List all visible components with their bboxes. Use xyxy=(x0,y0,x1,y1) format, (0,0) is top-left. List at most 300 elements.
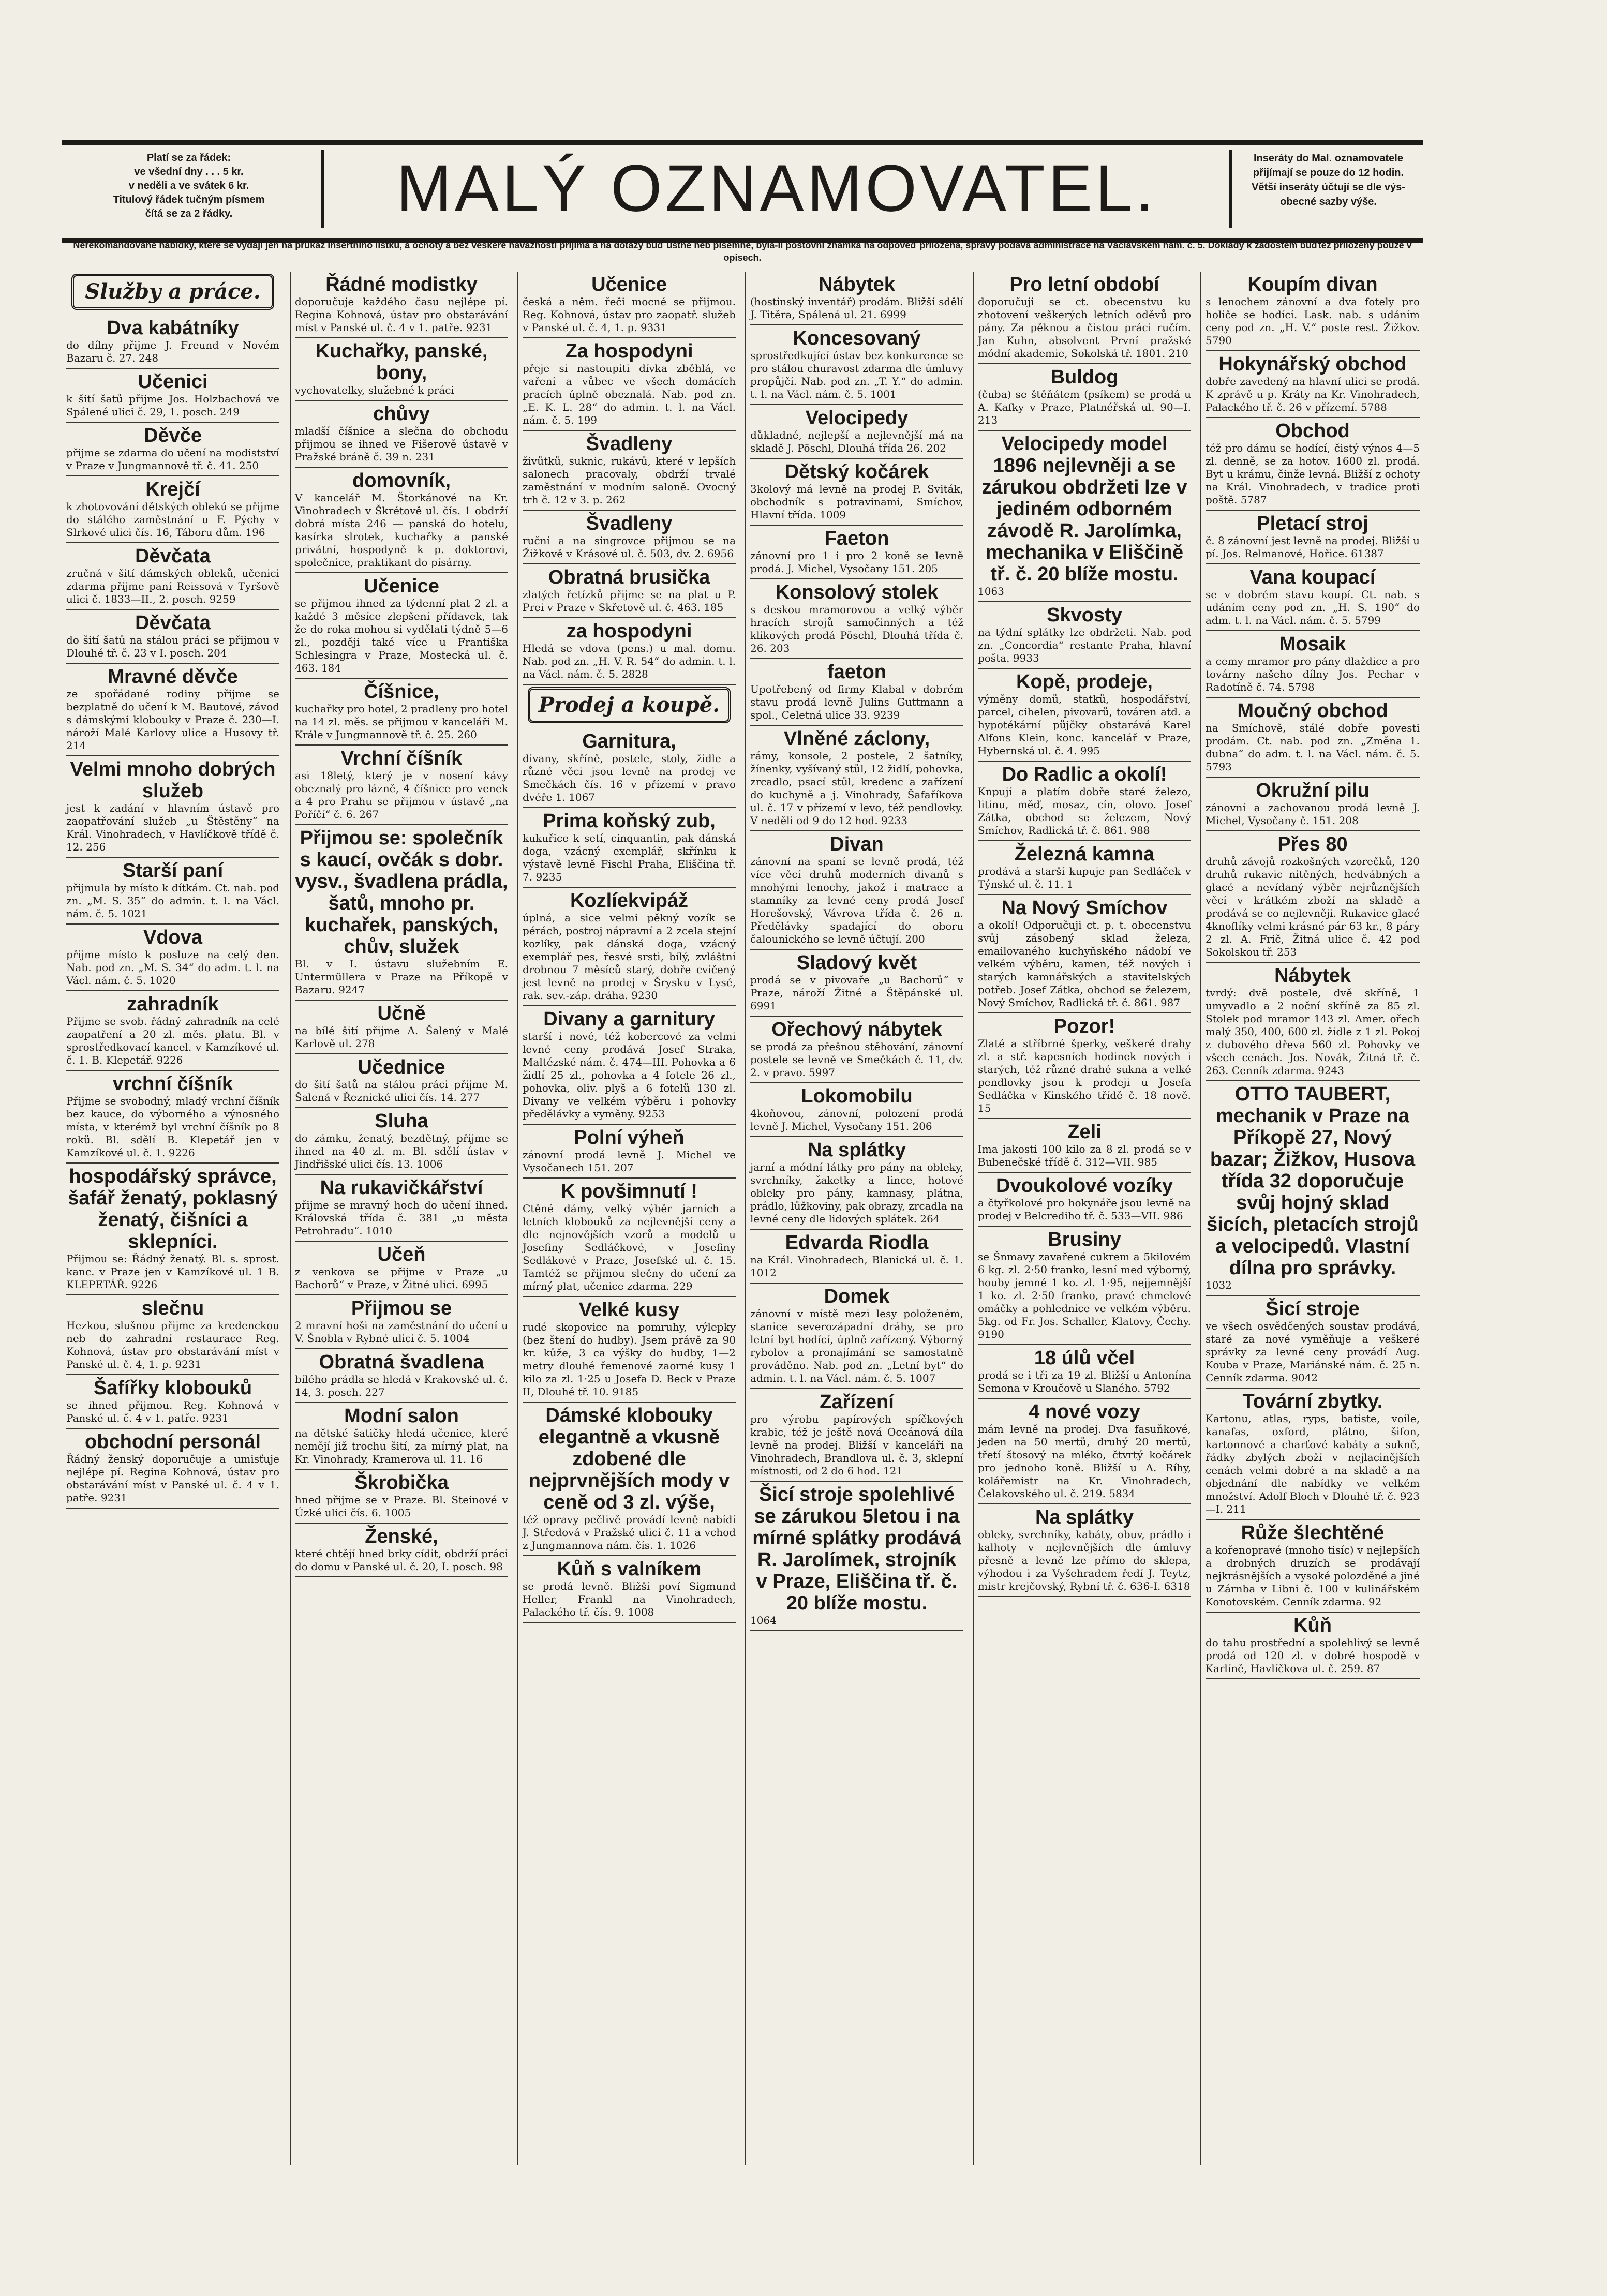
ad-columns xyxy=(62,272,1423,2165)
ad-title: Nábytek xyxy=(1274,965,1351,987)
classified-ad xyxy=(66,1429,279,1509)
ad-title: Obratná brusička xyxy=(548,566,710,588)
ad-body: se Šnmavy zavařené cukrem a 5kilovém 6 kg. zl. 2·50 franko, lesní med výborný, houby jemné 1 ko. zl. 1·95, nejjemnější 1 ko. zl. 2·50 franko, pravé chmelové omáčky a pohlednice ve velkém výběru. 5kg. od Fr. Jos. Schaller, Klatovy, Čechy. 9190 xyxy=(978,1250,1191,1340)
ad-body: a okolí! Odporučuji ct. p. t. obecenstvu svůj zásobený sklad železa, emailovaného kuchyňského nádobí ve velkém výběru, kamen, též nových i starých kamnářských a stavitelských potřeb. Josef Zátka, obchod se železem, Nový Smíchov, Radlická tř. č. 861. 987 xyxy=(978,919,1191,1009)
ad-body: zánovní na spaní se levně prodá, též více věcí druhů moderních divanů s mnohými lenochy, jakož i matrace a stamníky za levné ceny prodá Josef Horešovský, Vávrova třída č. 26 n. Předělávky spadající do oboru čalounického se levně účtují. 200 xyxy=(750,855,963,945)
classified-ad xyxy=(523,511,736,564)
ad-title: za hospodyni xyxy=(566,620,692,642)
ad-title: vrchní číšník xyxy=(112,1073,233,1095)
column-1 xyxy=(62,272,284,2165)
ad-list xyxy=(750,272,963,1631)
ad-body: tvrdý: dvě postele, dvě skříně, 1 umyvadlo a 2 noční skříně za 85 zl. Stolek pod mramor 143 zl. Amer. ořech malý 350, 400, 600 zl. židle z 1 zl. Pokoj z dubového dřeva 560 zl. Pohovky ve všech cenách. Jos. Novák, Žitná tř. č. 263. Cenník zdarma. 9243 xyxy=(1206,987,1420,1077)
classified-ad xyxy=(523,1125,736,1179)
classified-ad xyxy=(750,1389,963,1482)
classified-ad xyxy=(295,1524,508,1577)
classified-ad xyxy=(523,431,736,511)
ad-body: obleky, svrchníky, kabáty, obuv, prádlo i kalhoty v nejlevnějších dle úmluvy přesně a levně lze přímo do sklepa, výhodou i za Vyšehradem ředí J. Teytz, mistr krejčovský, Rybní tř. č. 636-I. 6318 xyxy=(978,1528,1191,1592)
ad-title: Dámské klobouky elegantně a vkusně zdobené dle nejprvnějších mody v ceně od 3 zl. výše, xyxy=(528,1405,730,1513)
ad-title: Velocipedy xyxy=(805,407,909,429)
ad-title: Učenice xyxy=(364,575,439,597)
classified-ad xyxy=(66,1164,279,1295)
classified-ad xyxy=(1206,778,1420,831)
ad-body: do zámku, ženatý, bezdětný, přijme se ihned na 40 zl. m. Bl. sdělí ústav v Jindřišské ulici čís. 13. 1006 xyxy=(295,1132,508,1170)
classified-ad xyxy=(978,1013,1191,1119)
ad-title: Vdova xyxy=(143,927,203,948)
ad-title: Učenice xyxy=(591,274,667,295)
ad-body: ruční a na singrovce přijmou se na Žižkově v Krásové ul. č. 503, dv. 2. 6956 xyxy=(523,534,736,560)
classified-ad xyxy=(750,1017,963,1083)
ad-body: na Král. Vinohradech, Blanická ul. č. 1. 1012 xyxy=(750,1254,963,1279)
ad-body: Knpují a platím dobře staré železo, litinu, měď, mosaz, cín, olovo. Josef Zátka, obchod se železem, Nový Smíchov, Radlická tř. č. 861. 988 xyxy=(978,785,1191,837)
ad-body: přijme se zdarma do učení na modistství v Praze v Jungmannově tř. č. 41. 250 xyxy=(66,446,279,472)
classified-ad xyxy=(295,679,508,746)
ad-title: Škrobička xyxy=(354,1472,449,1494)
ad-title: Číšnice, xyxy=(364,681,439,703)
ad-body: Kartonu, atlas, ryps, batiste, voile, kanafas, oxford, plátno, šifon, kartonnové a charťové kabáty a sukně, řádky zbylých zboží v nejlacinějších cenách velmi dobré a na skladě a na objednání dle nabídky ve velkém množství. Adolf Bloch v Dlouhé tř. č. 923—I. 211 xyxy=(1206,1412,1420,1515)
classified-ad xyxy=(66,369,279,423)
classified-ad xyxy=(1206,272,1420,351)
ad-title: Vlněné záclony, xyxy=(783,728,930,750)
ad-title: Krejčí xyxy=(145,479,200,500)
ad-body: divany, skříně, postele, stoly, židle a různé věci jsou levně na prodej ve Smečkách čís. 16 v přízemí v pravo dvéře 1. 1067 xyxy=(523,752,736,803)
classified-ad xyxy=(978,1345,1191,1399)
ad-title: Edvarda Riodla xyxy=(785,1232,929,1254)
ad-body: Ctěné dámy, velký výběr jarních a letních klobouků za nejlevnější ceny a dle nejnovějších vzorů a modelů u Josefiny Sedláčkové, v Josefiny Sedlákové v Praze, Josefské ul. č. 15. Tamtéž se přijmou slečny do učení za mírný plat, učenice zdarma. 229 xyxy=(523,1202,736,1292)
classified-ad xyxy=(1206,1081,1420,1296)
classified-ad xyxy=(750,1482,963,1631)
ad-body: s lenochem zánovní a dva fotely pro holiče se hodící. Lask. nab. s udáním ceny pod zn. „H. V.“ poste rest. Žižkov. 5790 xyxy=(1206,295,1420,347)
ad-body: na dětské šatičky hledá učenice, které nemějí již trochu šití, za mírný plat, na Kr. Vinohrady, Kramerova ul. 11. 16 xyxy=(295,1427,508,1465)
header-rates xyxy=(67,151,310,229)
classified-ad xyxy=(1206,351,1420,418)
rate-line: Platí se za řádek: xyxy=(146,152,231,163)
ad-title: Ženské, xyxy=(365,1526,438,1547)
column-5 xyxy=(973,272,1195,2165)
ad-title: Garnitura, xyxy=(582,730,676,752)
ad-body: Hezkou, slušnou přijme za kredenckou neb do zahradní restaurace Reg. Kohnová, ústav pro obstarávání míst v Panské ul. č. 4, 1. p. 9231 xyxy=(66,1319,279,1370)
rate-line: Titulový řádek tučným písmem xyxy=(113,194,265,205)
ad-body: doporučuje každého času nejlépe pí. Regina Kohnová, ústav pro obstarávání míst v Panské ul. č. 4 v 1. patře. 9231 xyxy=(295,295,508,334)
ad-title: Učednice xyxy=(358,1056,445,1078)
classified-ad xyxy=(66,991,279,1071)
ad-title: Koupím divan xyxy=(1247,274,1378,295)
column-6 xyxy=(1200,272,1424,2165)
ad-title: Koncesovaný xyxy=(793,327,921,349)
classified-ad xyxy=(295,1295,508,1349)
classified-ad xyxy=(295,1108,508,1175)
ad-body: 3kolový má levně na prodej P. Sviták, obchodník s potravinami, Smíchov, Hlavní třída. 1009 xyxy=(750,483,963,521)
ad-title: Kuchařky, panské, bony, xyxy=(315,340,488,384)
ad-body: Přijme se svobodný, mladý vrchní číšník bez kauce, do výborného a výnosného místa, v kterémž byl vrchní číšník po 8 roků. Bl. sdělí B. Klepetář jen v Kamzíkové ul. č. 1. 9226 xyxy=(66,1095,279,1159)
ad-title: Na rukavičkářství xyxy=(320,1177,483,1199)
ad-list xyxy=(523,272,736,1623)
ad-title: Dva kabátníky xyxy=(107,317,239,339)
classified-ad xyxy=(295,825,508,1001)
classified-ad xyxy=(978,1119,1191,1173)
classified-ad xyxy=(978,431,1191,602)
classified-ad xyxy=(523,618,736,685)
ad-body: (čuba) se štěňátem (psíkem) se prodá u A. Kafky v Praze, Platnéřská ul. 90—I. 213 xyxy=(978,388,1191,426)
ad-body: které chtějí hned brky cídit, obdrží práci do domu v Panské ul. č. 20, I. posch. 98 xyxy=(295,1547,508,1573)
ad-title: Domek xyxy=(824,1286,890,1307)
ad-body: do šití šatů na stálou práci přijme M. Šalená v Řeznické ulici čís. 14. 277 xyxy=(295,1078,508,1104)
ad-body: dobře zavedený na hlavní ulici se prodá. K zprávě u p. Kráty na Kr. Vinohradech, Palackého tř. č. 26 v přízemí. 5788 xyxy=(1206,375,1420,413)
ad-body: kukuřice k setí, cinquantin, pak dánská doga, vzácný exemplář, skřínku k výstavě levně Fischl Praha, Eliščina tř. 7. 9235 xyxy=(523,832,736,883)
ad-body: 2 mravní hoši na zaměstnání do učení u V. Šnobla v Rybné ulici č. 5. 1004 xyxy=(295,1319,508,1345)
classified-ad xyxy=(750,1083,963,1137)
ad-title: zahradník xyxy=(127,993,219,1015)
ad-body: rudé skopovice na pomruhy, výlepky (bez štení do hudby). Jsem právě za 90 kr. kůže, 3 ca výšky do hudby, 1—2 metry dlouhé řemenové zaorné kusy 1 kilo za zl. 1·25 u Josefa D. Beck v Praze II, Dlouhé tř. 10. 9185 xyxy=(523,1321,736,1398)
ad-title: Do Radlic a okolí! xyxy=(1002,764,1167,785)
ad-body: se přijmou ihned za týdenní plat 2 zl. a každé 3 měsíce zlepšení přídavek, tak že do roka mohou si vydělati týdně 5—6 zl., později také více u Františka Schlesingra v Praze, Mostecká ul. č. 463. 184 xyxy=(295,597,508,674)
ad-body: Přijme se svob. řádný zahradník na celé zaopatření a 20 zl. měs. platu. Bl. v sprostředkovací kancel. v Kamzíkové ul. č. 1. B. Klepetář. 9226 xyxy=(66,1015,279,1066)
ad-title: Velocipedy model 1896 nejlevněji a se zárukou obdržeti lze v jediném odborném závodě R. Jarolímka, mechanika v Eliščině tř. č. 20 blíže mostu. xyxy=(981,433,1187,585)
instruction-line: Inseráty do Mal. oznamovatele xyxy=(1254,153,1403,164)
ad-title: Konsolový stolek xyxy=(775,582,939,603)
ad-body: výměny domů, statků, hospodářství, parcel, cihelen, pivovarů, továren atd. a hypotékární půjčky obstarává Karel Alfons Klein, konc. kancelář v Praze, Hybernská ul. č. 4. 995 xyxy=(978,693,1191,757)
ad-body: zručná v šití dámských obleků, učenici zdarma přijme paní Reissová v Tyršově ulici č. 1833—II., 2. posch. 9259 xyxy=(66,567,279,605)
ad-title: Lokomobilu xyxy=(801,1085,913,1107)
ad-body: přeje si nastoupiti dívka zběhlá, ve vaření a vůbec ve všech domácích pracích úplně obeznalá. Nab. pod zn. „E. K. L. 28“ do admin. t. l. na Václ. nám. č. 5. 199 xyxy=(523,362,736,426)
classified-ad xyxy=(978,841,1191,895)
ad-body: přijme se mravný hoch do učení ihned. Královská třída č. 381 „u města Petrohradu“. 1010 xyxy=(295,1199,508,1237)
classified-ad xyxy=(66,1375,279,1429)
classified-ad xyxy=(66,315,279,369)
ad-body: jest k zadání v hlavním ústavě pro zaopatřování služeb „u Štěstěny“ na Král. Vinohradech, v Havlíčkově třídě č. 12. 256 xyxy=(66,802,279,853)
ad-title: Divan xyxy=(830,833,884,855)
ad-body: vychovatelky, služebné k práci xyxy=(295,384,454,396)
ad-body: do šití šatů na stálou práci se přijmou v Dlouhé tř. č. 23 v I. posch. 204 xyxy=(66,634,279,659)
ad-body: se v dobrém stavu koupí. Ct. nab. s udáním ceny pod zn. „H. S. 190“ do adm. t. l. na Václ. nám. č. 5. 5799 xyxy=(1206,588,1420,627)
classified-ad xyxy=(1206,1389,1420,1520)
classified-ad xyxy=(750,459,963,526)
ad-body: a čtyřkolové pro hokynáře jsou levně na prodej v Belcrediho tř. č. 533—VII. 986 xyxy=(978,1197,1191,1222)
ad-body: se prodá levně. Bližší poví Sigmund Heller, Frankl na Vinohradech, Palackého tř. čís. 9. 1008 xyxy=(523,1580,736,1618)
section-heading-services: Služby a práce. xyxy=(71,274,274,310)
ad-title: Děvčata xyxy=(135,612,211,634)
classified-ad xyxy=(523,1403,736,1556)
ad-body: 4koňovou, zánovní, polození prodá levně J. Michel, Vysočany 151. 206 xyxy=(750,1107,963,1132)
ad-body: sprostředkující ústav bez konkurence se pro stálou churavost zdarma dle úmluvy propůjčí. Nab. pod zn. „T. Y.“ do admin. t. l. na Václ. nám. č. 5. 1001 xyxy=(750,349,963,400)
ad-title: Přes 80 xyxy=(1277,833,1348,855)
classified-ad xyxy=(1206,1520,1420,1613)
ad-body: a cemy mramor pro pány dlaždice a pro továrny našeho dílny Jos. Pechar v Radotíně č. 74. 5798 xyxy=(1206,655,1420,693)
instruction-line: obecné sazby výše. xyxy=(1280,196,1377,207)
classified-ad xyxy=(66,423,279,476)
ad-body: se ihned přijmou. Reg. Kohnová v Panské ul. č. 4 v 1. patře. 9231 xyxy=(66,1399,279,1424)
ad-body: zánovní prodá levně J. Michel ve Vysočanech 151. 207 xyxy=(523,1149,736,1174)
ad-title: Děvčata xyxy=(135,545,211,567)
classified-ad xyxy=(978,1173,1191,1227)
classified-ad xyxy=(978,762,1191,841)
classified-ad xyxy=(523,1006,736,1125)
classified-ad xyxy=(978,1227,1191,1345)
section-heading-sales: Prodej a koupě. xyxy=(528,687,731,723)
ad-body: pro výrobu papírových spíčkových krabic, též je ještě nová Oceánová díla levně na prodej. Bližší v kanceláři na Vinohradech, Brandlova ul. č. 3, sklepní místnosti, od 2 do 6 hod. 121 xyxy=(750,1413,963,1477)
rate-line: čítá se za 2 řádky. xyxy=(145,208,233,219)
ad-body: 1063 xyxy=(978,585,1004,598)
classified-ad xyxy=(66,543,279,610)
ad-body: rámy, konsole, 2 postele, 2 šatníky, žínenky, vyšívaný stůl, 12 židlí, pohovka, zrcadlo, psací stůl, kredenc a zařízení do kuchyně a j. Vinohrady, Šafaříkova ul. č. 17 v přízemí v levo, též pendlovky. V neděli od 9 do 12 hod. 9233 xyxy=(750,750,963,827)
ad-title: Přijmou se xyxy=(351,1298,452,1319)
ad-title: 4 nové vozy xyxy=(1029,1401,1140,1423)
ad-body: Přijmou se: Řádný ženatý. Bl. s. sprost. kanc. v Praze jen v Kamzíkové ul. 1 B. KLEPETÁŘ. 9226 xyxy=(66,1253,279,1291)
newspaper-page xyxy=(62,140,1423,2209)
ad-title: Obchod xyxy=(1275,420,1350,442)
ad-title: Šafířky klobouků xyxy=(93,1377,252,1399)
classified-ad xyxy=(295,272,508,338)
ad-body: k šití šatů přijme Jos. Holzbachová ve Spálené ulici č. 29, 1. posch. 249 xyxy=(66,393,279,418)
column-4 xyxy=(745,272,968,2165)
classified-ad xyxy=(523,272,736,338)
ad-body: zánovní v místě mezi lesy položeném, stanice severozápadní dráhy, se pro letní byt hodící, úplně zařízený. Výborný rybolov a pronajímání se samostatně prováděno. Nab. pod zn. „Letní byt“ do admin. t. l. na Václ. nám. č. 5. 1007 xyxy=(750,1307,963,1384)
classified-ad xyxy=(295,1175,508,1242)
ad-body: Ima jakosti 100 kilo za 8 zl. prodá se v Bubenečské třídě č. 312—VII. 985 xyxy=(978,1143,1191,1168)
classified-ad xyxy=(295,1349,508,1403)
ad-title: OTTO TAUBERT, mechanik v Praze na Příkopě 27, Nový bazar; Žižkov, Husova třída 32 doporučuje svůj hojný sklad šicích, pletacích strojů a velocipedů. Vlastní dílna pro správky. xyxy=(1207,1083,1419,1279)
classified-ad xyxy=(523,338,736,431)
ad-title: Kozlíekvipáž xyxy=(570,890,689,912)
ad-body: zlatých řetízků přijme se na plat u P. Prei v Praze v Skřetově ul. č. 463. 185 xyxy=(523,588,736,614)
classified-ad xyxy=(750,831,963,950)
classified-ad xyxy=(978,895,1191,1013)
column-3 xyxy=(517,272,740,2165)
ad-title: Obratná švadlena xyxy=(319,1351,484,1373)
ad-body: důkladné, nejlepší a nejlevnější má na skladě J. Pöschl, Dlouhá třída 26. 202 xyxy=(750,429,963,454)
ad-body: do dílny přijme J. Freund v Novém Bazaru č. 27. 248 xyxy=(66,339,279,364)
ad-title: Pletací stroj xyxy=(1257,513,1368,534)
ad-body: prodá se v pivovaře „u Bachorů“ v Praze, nároží Žitné a Štěpánské ul. 6991 xyxy=(750,974,963,1012)
ad-body: též opravy pečlivě provádí levně nabídí J. Středová v Pražské ulici č. 11 a vchod z Jungmannova nám. čís. 1. 1026 xyxy=(523,1513,736,1552)
ad-title: Šicí stroje spolehlivé se zárukou 5letou i na mírné splátky prodává R. Jarolímek, strojník v Praze, Eliščina tř. č. 20 blíže mostu. xyxy=(752,1484,961,1614)
ad-title: Zeli xyxy=(1067,1121,1102,1143)
ad-title: Sladový květ xyxy=(796,952,917,974)
classified-ad xyxy=(66,925,279,991)
instruction-line: přijímají se pouze do 12 hodin. xyxy=(1253,167,1404,178)
ad-title: Přijmou se: společník s kaucí, ovčák s dobr. vysv., švadlena prádla, šatů, mnoho pr. kuchařek, panských, chův, služek xyxy=(295,827,508,958)
ad-body: zánovní pro 1 i pro 2 koně se levně prodá. J. Michel, Vysočany 151. 205 xyxy=(750,549,963,575)
classified-ad xyxy=(750,526,963,579)
classified-ad xyxy=(1206,1613,1420,1679)
classified-ad xyxy=(295,1001,508,1054)
ad-body: do tahu prostřední a spolehlivý se levně prodá od 120 zl. v dobré hospodě v Karlíně, Havlíčkova ul. č. 259. 87 xyxy=(1206,1636,1420,1675)
classified-ad xyxy=(750,272,963,325)
ad-body: Bl. v I. ústavu služebním E. Untermüllera v Praze na Příkopě v Bazaru. 9247 xyxy=(295,958,508,996)
classified-ad xyxy=(66,1071,279,1164)
ad-body: Hledá se vdova (pens.) u mal. domu. Nab. pod zn. „H. V. R. 54“ do admin. t. l. na Václ. nám. č. 5. 2828 xyxy=(523,642,736,680)
classified-ad xyxy=(523,808,736,888)
classified-ad xyxy=(1206,698,1420,778)
column-2 xyxy=(290,272,512,2165)
ad-title: Sluha xyxy=(375,1110,428,1132)
ad-title: Železná kamna xyxy=(1014,843,1155,865)
ad-title: Nábytek xyxy=(819,274,895,295)
ad-title: Pro letní období xyxy=(1009,274,1159,295)
ad-title: Kůň s valníkem xyxy=(557,1558,702,1580)
ad-body: mám levně na prodej. Dva fasuňkové, jeden na 50 mertů, druhý 20 mertů, třetí štosový na mléko, čtvrtý kočárek pro jednoho koně. Bližší u A. Ríhy, kolářemistr na Kr. Vinohradech, Čelakovského ul. č. 219. 5834 xyxy=(978,1423,1191,1500)
ad-body: kuchařky pro hotel, 2 pradleny pro hotel na 14 zl. měs. se přijmou v kanceláři M. Krále v Jungmannově tř. č. 25. 260 xyxy=(295,703,508,741)
classified-ad xyxy=(295,573,508,679)
classified-ad xyxy=(750,325,963,405)
classified-ad xyxy=(66,476,279,543)
ad-body: přijmula by místo k dítkám. Ct. nab. pod zn. „M. S. 35“ do admin. t. l. na Václ. nám. č. 5. 1021 xyxy=(66,882,279,920)
ad-title: Na Nový Smíchov xyxy=(1001,897,1168,919)
classified-ad xyxy=(1206,564,1420,631)
ad-body: druhů závojů rozkošných vzorečků, 120 druhů rukavic nitěných, hedvábných a glacé a nevídaný výběr nejrůznějších věcí v krátkém zboží na skladě a prodává se co nejlevněji. Rukavice glacé 4knoflíky velmi krásné pár 63 kr., 8 páry 2 zl. A. Frič, Žitná ulice č. 42 pod Sokolskou tř. 253 xyxy=(1206,855,1420,958)
ad-title: Děvče xyxy=(144,425,202,446)
classified-ad xyxy=(750,950,963,1017)
ad-title: chůvy xyxy=(373,403,430,425)
ad-list xyxy=(978,272,1191,1597)
classified-ad xyxy=(978,1504,1191,1597)
classified-ad xyxy=(523,1556,736,1623)
classified-ad xyxy=(295,1470,508,1524)
ad-title: Za hospodyni xyxy=(565,340,693,362)
ad-body: mladší číšnice a slečna do obchodu přijmou se ihned ve Fišerově ústavě v Pražské bráně č. 39 n. 231 xyxy=(295,425,508,463)
classified-ad xyxy=(523,728,736,808)
classified-ad xyxy=(523,1179,736,1297)
rate-line: ve všední dny . . . 5 kr. xyxy=(134,166,244,177)
ad-title: Skvosty xyxy=(1047,604,1122,626)
ad-body: prodá se i tři za 19 zl. Bližší u Antonína Semona v Kroučově u Slaného. 5792 xyxy=(978,1369,1191,1394)
ad-title: Divany a garnitury xyxy=(543,1008,715,1030)
ad-title: Vana koupací xyxy=(1249,566,1376,588)
ad-title: Starší paní xyxy=(122,860,224,882)
ad-title: Dvoukolové vozíky xyxy=(995,1175,1173,1197)
classified-ad xyxy=(523,888,736,1006)
ad-body: starší i nové, též kobercové za velmi levné ceny prodává Josef Straka, Maltézské nám. č. 474—III. Pohovka a 6 židlí 25 zl., pohovka a 4 fotele 26 zl., pohovka, oliv. plyš a 6 fotelů 130 zl. Divany ve velkém výběru i pohovky předělávky a vyměny. 9253 xyxy=(523,1030,736,1120)
ad-body: asi 18letý, který je v nosení kávy obeznalý pro lázně, 4 číšnice pro venek a 4 pro Prahu se přijmou v ústavě „na Poříčí“ č. 6. 267 xyxy=(295,769,508,821)
ad-body: úplná, a sice velmi pěkný vozík se pérách, postroj nápravní a 2 zcela stejní kozlíky, pak dánská doga, vzácný exemplář pes, řesvé srsti, bílý, zvláštní drobnou 7 měsíců starý, dobře cvičený jest levně na prodej v Šrysku v Lysé, rak. sev.-záp. dráha. 9230 xyxy=(523,912,736,1002)
ad-body: Zlaté a stříbrné šperky, veškeré drahy zl. a stř. kapesních hodinek nových i starých, též různé drahé sukna a velké pendlovky jsou k prodeji u Josefa Sedláčka v Kinského třídě č. 18 nově. 15 xyxy=(978,1037,1191,1114)
classified-ad xyxy=(295,401,508,468)
ad-body: a kořenopravé (mnoho tisíc) v nejlepších a drobných druzích se prodávají nejkrásnějších a vysoké polozděné a jiné u Zárnba v Libni č. 100 v kulinářském Konotovském. Cenník zdarma. 92 xyxy=(1206,1544,1420,1608)
ad-body: bílého prádla se hledá v Krakovské ul. č. 14, 3. posch. 227 xyxy=(295,1373,508,1398)
classified-ad xyxy=(295,746,508,825)
classified-ad xyxy=(750,1137,963,1230)
ad-body: česká a něm. řeči mocné se přijmou. Reg. Kohnová, ústav pro zaopatř. služeb v Panské ul. č. 4, 1. p. 9331 xyxy=(523,295,736,334)
header-note: Nerekomandované nabídky, které se vydají jen na průkaz insertního lístku, a ochoty a bez veškeré návaznosti přijímá a na dotazy buď ústně neb písemně, byla-li poštovní známka na odpověď přiložena, správy podává administrace na Václavském nám. č. 5. Doklady k žádostem buďtež přiloženy pouze v opisech. xyxy=(73,240,1412,263)
classifieds-header xyxy=(62,140,1423,243)
ad-title: Šicí stroje xyxy=(1266,1298,1360,1320)
classified-ad xyxy=(523,1297,736,1403)
ad-title: Brusiny xyxy=(1048,1229,1121,1250)
instruction-line: Větší inseráty účtují se dle výs- xyxy=(1252,182,1405,193)
ad-title: obchodní personál xyxy=(85,1431,261,1453)
classified-ad xyxy=(1206,963,1420,1081)
ad-title: Řádné modistky xyxy=(325,274,478,295)
ad-list xyxy=(66,315,279,1509)
ad-title: Ořechový nábytek xyxy=(771,1019,942,1040)
ad-body: ve všech osvědčených soustav prodává, staré za nové vyměňuje a veškeré správky za levné ceny provádí Aug. Kouba v Praze, Mariánské nám. č. 25 n. Cenník zdarma. 9042 xyxy=(1206,1320,1420,1384)
ad-title: Velmi mnoho dobrých služeb xyxy=(70,758,276,802)
ad-title: K povšimnutí ! xyxy=(561,1181,697,1202)
ad-title: Prima koňský zub, xyxy=(543,810,716,832)
ad-body: doporučuji se ct. obecenstvu ku zhotovení veškerých letních oděvů pro pány. Za pěknou a čistou práci ručím. Jan Kuhn, absolvent První pražské módní akademie, Sokolská tř. 1801. 210 xyxy=(978,295,1191,360)
ad-title: Kůň xyxy=(1293,1615,1332,1636)
ad-title: Učně xyxy=(377,1003,426,1024)
rate-line: v neděli a ve svátek 6 kr. xyxy=(128,180,249,191)
ad-title: Kopě, prodeje, xyxy=(1016,671,1153,693)
ad-body: s deskou mramorovou a velký výběr hracích strojů samočinných a též klikových prodá Pöschl, Dlouhá třída č. 26. 203 xyxy=(750,603,963,654)
classified-ad xyxy=(295,1403,508,1470)
ad-body: na Smíchově, stálé dobře povesti prodám. Ct. nab. pod zn. „Změna 1. dubna“ do adm. t. l. na Václ. nám. č. 5. 5793 xyxy=(1206,722,1420,773)
ad-body: též pro dámu se hodící, čistý výnos 4—5 zl. denně, se za hotov. 1600 zl. prodá. Byt u krámu, činže levná. Bližší z ochoty na Král. Vinohradech, v tradice proti poště. 5787 xyxy=(1206,442,1420,506)
classified-ad xyxy=(750,726,963,831)
ad-body: č. 8 zánovní jest levně na prodej. Bližší u pí. Jos. Relmanové, Hořice. 61387 xyxy=(1206,534,1420,560)
ad-body: přijme místo k posluze na celý den. Nab. pod zn. „M. S. 34“ do adm. t. l. na Václ. nám. č. 5. 1020 xyxy=(66,948,279,987)
ad-body: prodává a starší kupuje pan Sedláček v Týnské ul. č. 11. 1 xyxy=(978,865,1191,890)
ad-body: k zhotovování dětských oblekú se přijme do stálého zaměstnání u F. Pýchy v Slrkové ulici čís. 16, Táboru dům. 196 xyxy=(66,500,279,539)
classified-ad xyxy=(66,610,279,664)
ad-title: Buldog xyxy=(1050,366,1119,388)
ad-title: Okružní pilu xyxy=(1256,780,1370,801)
ad-body: jarní a módní látky pro pány na obleky, svrchníky, žaketky a lince, hotové obleky pro pány, kamnasy, plátna, prádlo, lůžkoviny, pak obrazy, zrcadla na levné ceny dle lidových splátek. 264 xyxy=(750,1161,963,1225)
classified-ad xyxy=(295,1054,508,1108)
page-title: MALÝ OZNAMOVATEL. xyxy=(321,150,1232,228)
ad-title: hospodářský správce, šafář ženatý, poklasný ženatý, čišníci a sklepníci. xyxy=(68,1166,278,1253)
classified-ad xyxy=(978,669,1191,762)
ad-title: Mravné děvče xyxy=(108,666,238,688)
classified-ad xyxy=(295,338,508,401)
classified-ad xyxy=(523,564,736,618)
classified-ad xyxy=(295,1242,508,1295)
classified-ad xyxy=(1206,631,1420,698)
ad-title: Faeton xyxy=(824,528,889,549)
ad-title: Modní salon xyxy=(344,1405,459,1427)
ad-body: z venkova se přijme v Praze „u Bachorů“ v Praze, v Žitné ulici. 6995 xyxy=(295,1265,508,1291)
ad-body: Upotřebený od firmy Klabal v dobrém stavu prodá levně Julins Guttmann a spol., Celetná ulice 33. 9239 xyxy=(750,683,963,721)
ad-body: na bílé šití přijme A. Šalený v Malé Karlově ul. 278 xyxy=(295,1024,508,1050)
ad-title: Zařízení xyxy=(820,1391,894,1413)
classified-ad xyxy=(978,364,1191,431)
classified-ad xyxy=(750,1284,963,1389)
classified-ad xyxy=(1206,418,1420,511)
ad-title: 18 úlů včel xyxy=(1034,1347,1135,1369)
ad-title: Moučný obchod xyxy=(1237,700,1388,722)
ad-title: Mosaik xyxy=(1279,633,1346,655)
ad-title: Učeň xyxy=(377,1244,426,1265)
classified-ad xyxy=(295,468,508,573)
ad-title: Na splátky xyxy=(1035,1507,1134,1528)
ad-title: Velké kusy xyxy=(578,1299,680,1321)
classified-ad xyxy=(1206,831,1420,963)
ad-body: na týdní splátky lze obdržeti. Nab. pod zn. „Concordia“ restante Praha, hlavní pošta. 9933 xyxy=(978,626,1191,664)
classified-ad xyxy=(978,272,1191,364)
ad-body: Řádný ženský doporučuje a umisťuje nejlépe pí. Regina Kohnová, ústav pro obstarávání míst v Panské ul. č. 4 v 1. patře. 9231 xyxy=(66,1453,279,1504)
ad-title: Tovární zbytky. xyxy=(1242,1391,1383,1412)
ad-body: 1032 xyxy=(1206,1279,1232,1291)
classified-ad xyxy=(978,1399,1191,1504)
header-instructions xyxy=(1237,151,1420,229)
classified-ad xyxy=(750,405,963,459)
classified-ad xyxy=(1206,511,1420,564)
ad-body: ze spořádané rodiny přijme se bezplatně do učení k M. Bautové, závod s dámskými klobouky v Praze č. 230—I. nároží Malé Karlovy ulice a Husovy tř. 214 xyxy=(66,688,279,752)
classified-ad xyxy=(750,579,963,659)
classified-ad xyxy=(66,858,279,925)
classified-ad xyxy=(1206,1296,1420,1389)
ad-title: Hokynářský obchod xyxy=(1218,353,1407,375)
classified-ad xyxy=(66,1295,279,1375)
ad-list xyxy=(295,272,508,1577)
classified-ad xyxy=(66,664,279,756)
classified-ad xyxy=(66,756,279,858)
ad-title: Švadleny xyxy=(586,513,673,534)
ad-body: zánovní a zachovanou prodá levně J. Michel, Vysočany č. 151. 208 xyxy=(1206,801,1420,827)
ad-title: Polní výheň xyxy=(574,1127,685,1149)
ad-body: živůtků, suknic, rukávů, které v lepších salonech pracovaly, obdrží trvalé zaměstnání v modním saloně. Ovocný trh č. 12 v 3. p. 262 xyxy=(523,455,736,506)
classified-ad xyxy=(750,1230,963,1284)
